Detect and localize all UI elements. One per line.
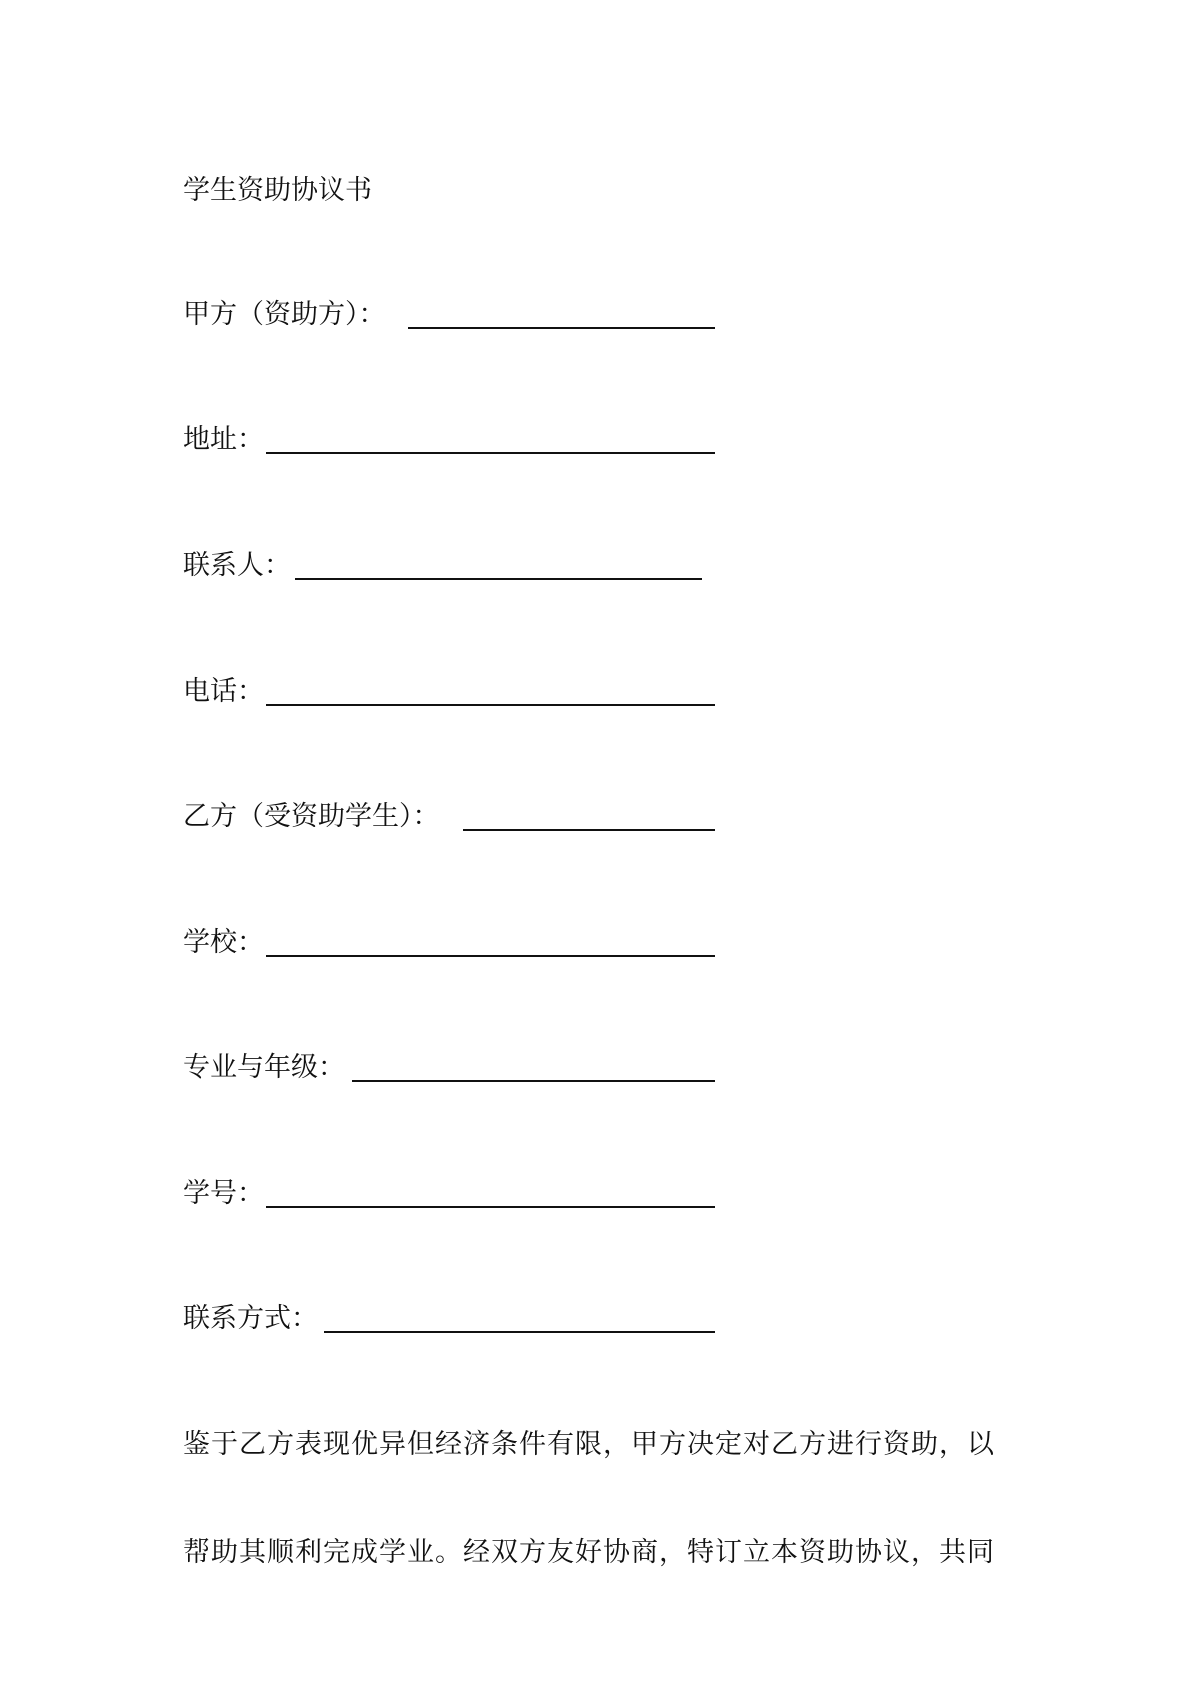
field-label-contact-method: 联系方式： (183, 1303, 318, 1334)
fill-blank-school (266, 955, 715, 957)
fill-blank-student-id (266, 1206, 715, 1208)
field-label-phone: 电话： (183, 676, 264, 707)
field-label-party-a: 甲方（资助方）： (183, 299, 386, 330)
field-label-address: 地址： (183, 424, 264, 455)
fill-blank-contact-person (295, 578, 702, 580)
document-title: 学生资助协议书 (183, 175, 372, 206)
fill-blank-party-b (463, 829, 715, 831)
field-label-contact-person: 联系人： (183, 550, 291, 581)
field-label-major-grade: 专业与年级： (183, 1052, 345, 1083)
field-label-student-id: 学号： (183, 1178, 264, 1209)
fill-blank-major-grade (352, 1080, 715, 1082)
fill-blank-address (266, 452, 715, 454)
paragraph-line-2: 帮助其顺利完成学业。经双方友好协商，特订立本资助协议，共同 (183, 1537, 995, 1568)
fill-blank-phone (266, 704, 715, 706)
paragraph-line-1: 鉴于乙方表现优异但经济条件有限，甲方决定对乙方进行资助，以 (183, 1429, 995, 1460)
fill-blank-contact-method (324, 1331, 715, 1333)
fill-blank-party-a (408, 327, 715, 329)
field-label-party-b: 乙方（受资助学生）： (183, 801, 440, 832)
field-label-school: 学校： (183, 927, 264, 958)
